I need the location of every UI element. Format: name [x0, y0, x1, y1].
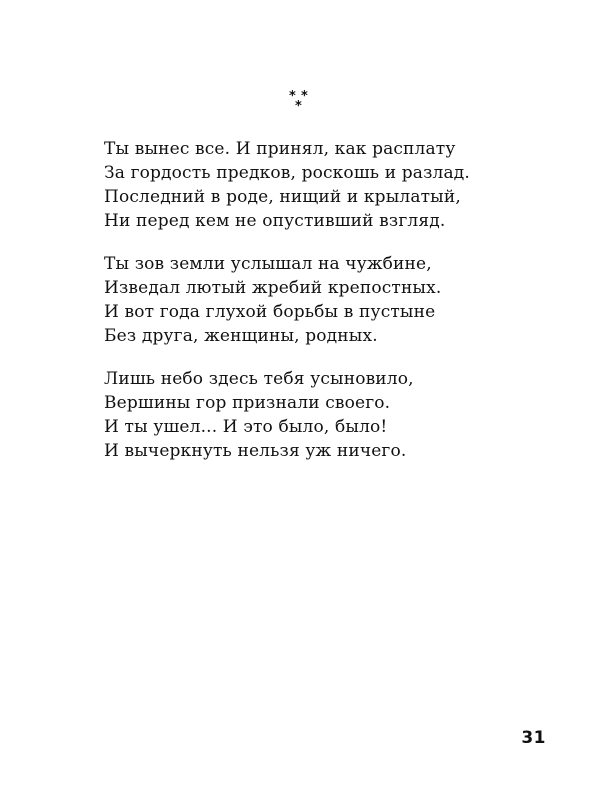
- stanza-3: [104, 367, 544, 463]
- poem: [104, 137, 544, 482]
- stanza-2: [104, 252, 544, 348]
- asterisk-right-icon: *: [301, 89, 308, 104]
- poem-line: За гордость предков, роскошь и разлад.: [104, 163, 470, 183]
- poem-line: Лишь небо здесь тебя усыновило,: [104, 369, 414, 389]
- asterisk-left-icon: *: [289, 89, 296, 104]
- asterism-ornament: [288, 88, 314, 114]
- poem-line: Ты зов земли услышал на чужбине,: [104, 254, 432, 274]
- poem-line: Изведал лютый жребий крепостных.: [104, 278, 442, 298]
- page-number: 31: [521, 728, 546, 748]
- poem-line: И вот года глухой борьбы в пустыне: [104, 302, 436, 322]
- poem-line: Ты вынес все. И принял, как расплату: [104, 139, 456, 159]
- poem-line: Последний в роде, нищий и крылатый,: [104, 187, 461, 207]
- poem-line: И ты ушел... И это было, было!: [104, 417, 388, 437]
- poem-line: Ни перед кем не опустивший взгляд.: [104, 211, 446, 231]
- poem-line: Без друга, женщины, родных.: [104, 326, 378, 346]
- poem-line: И вычеркнуть нельзя уж ничего.: [104, 441, 407, 461]
- poem-line: Вершины гор признали своего.: [104, 393, 391, 413]
- stanza-1: [104, 137, 544, 233]
- asterisk-bottom-icon: *: [295, 99, 302, 114]
